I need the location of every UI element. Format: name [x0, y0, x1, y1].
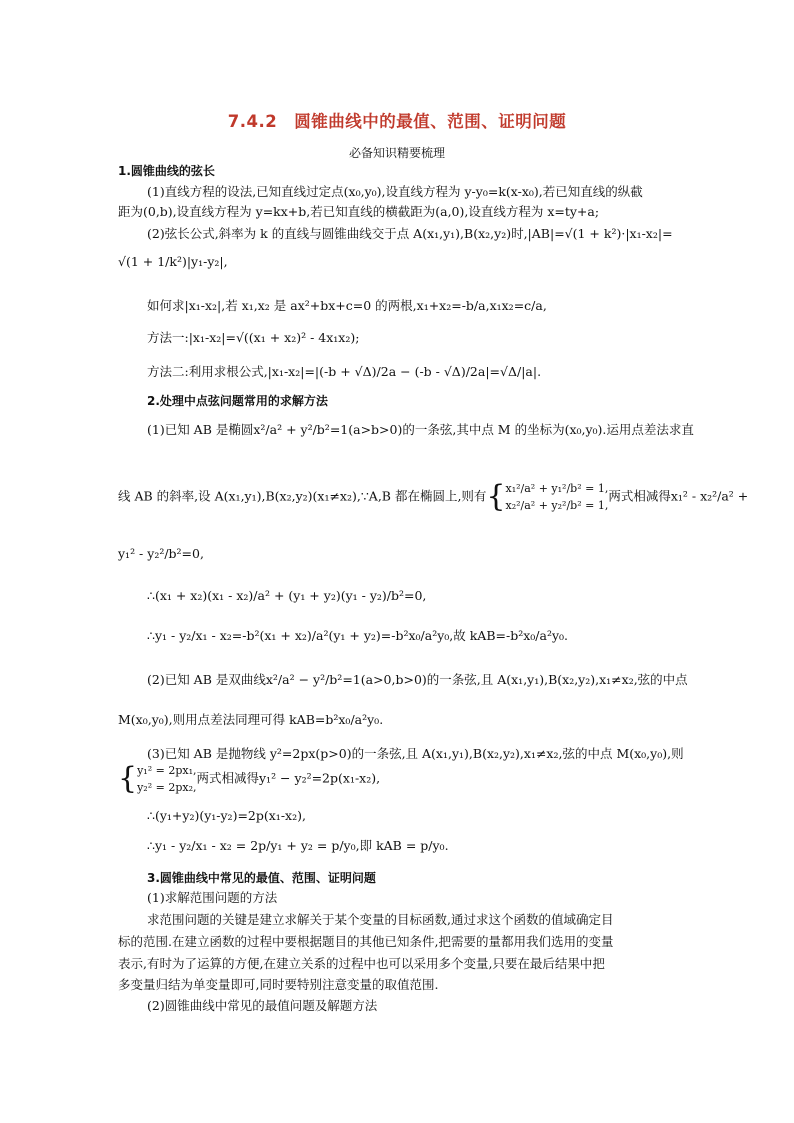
brace-icon: { — [118, 761, 138, 796]
section-heading-3: 3.圆锥曲线中常见的最值、范围、证明问题 — [147, 871, 376, 885]
equation-system — [137, 762, 196, 796]
formula: ∴y₁ - y₂/x₁ - x₂ = 2p/y₁ + y₂ = p/y₀,即 kAB = p/y₀. — [147, 838, 449, 853]
paragraph: (2)已知 AB 是双曲线x²/a² − y²/b²=1(a>0,b>0)的一条弦,且 A(x₁,y₁),B(x₂,y₂),x₁≠x₂,弦的中点 — [147, 672, 688, 687]
section-heading-2: 2.处理中点弦问题常用的求解方法 — [147, 394, 328, 408]
paragraph — [118, 480, 748, 514]
paragraph — [118, 762, 380, 796]
formula-method-2: 方法二:利用求根公式,|x₁-x₂|=|(-b + √Δ)/2a − (-b - √Δ)/2a|=√Δ/|a|. — [147, 364, 542, 379]
paragraph: 标的范围.在建立函数的过程中要根据题目的其他已知条件,把需要的量都用我们选用的变量 — [118, 934, 614, 949]
paragraph: (2)圆锥曲线中常见的最值问题及解题方法 — [147, 998, 378, 1013]
paragraph: 距为(0,b),设直线方程为 y=kx+b,若已知直线的横截距为(a,0),设直线方程为 x=ty+a; — [118, 204, 600, 219]
paragraph: √(1 + 1/k²)|y₁-y₂|, — [118, 254, 228, 269]
paragraph: (1)求解范围问题的方法 — [147, 890, 278, 905]
paragraph: M(x₀,y₀),则用点差法同理可得 kAB=b²x₀/a²y₀. — [118, 712, 384, 727]
equation-system — [506, 480, 609, 514]
text: 线 AB 的斜率,设 A(x₁,y₁),B(x₂,y₂)(x₁≠x₂),∵A,B 都在椭圆上,则有 — [118, 488, 487, 504]
section-heading-1: 1.圆锥曲线的弦长 — [118, 164, 215, 178]
paragraph: (2)弦长公式,斜率为 k 的直线与圆锥曲线交于点 A(x₁,y₁),B(x₂,y₂)时,|AB|=√(1 + k²)·|x₁-x₂|= — [147, 226, 673, 241]
brace-icon: { — [486, 479, 506, 514]
equation: x₂²/a² + y₂²/b² = 1, — [505, 499, 609, 512]
formula: y₁² - y₂²/b²=0, — [118, 546, 204, 561]
equation: y₁² = 2px₁, — [137, 764, 197, 777]
formula: ∴y₁ - y₂/x₁ - x₂=-b²(x₁ + x₂)/a²(y₁ + y₂)=-b²x₀/a²y₀,故 kAB=-b²x₀/a²y₀. — [147, 628, 569, 643]
equation: y₂² = 2px₂, — [137, 781, 197, 794]
paragraph: 如何求|x₁-x₂|,若 x₁,x₂ 是 ax²+bx+c=0 的两根,x₁+x₂=-b/a,x₁x₂=c/a, — [147, 298, 547, 313]
text: 两式相减得y₁² − y₂²=2p(x₁-x₂), — [196, 770, 381, 786]
text: 两式相减得x₁² - x₂²/a² + — [608, 488, 749, 504]
paragraph: (1)已知 AB 是椭圆x²/a² + y²/b²=1(a>b>0)的一条弦,其中点 M 的坐标为(x₀,y₀).运用点差法求直 — [147, 422, 694, 437]
paragraph: 多变量归结为单变量即可,同时要特别注意变量的取值范围. — [118, 977, 439, 992]
paragraph: (3)已知 AB 是抛物线 y²=2px(p>0)的一条弦,且 A(x₁,y₁),B(x₂,y₂),x₁≠x₂,弦的中点 M(x₀,y₀),则 — [147, 746, 684, 761]
equation: x₁²/a² + y₁²/b² = 1, — [505, 482, 609, 495]
paragraph: 求范围问题的关键是建立求解关于某个变量的目标函数,通过求这个函数的值域确定目 — [147, 912, 614, 927]
formula: ∴(y₁+y₂)(y₁-y₂)=2p(x₁-x₂), — [147, 808, 306, 823]
paragraph: (1)直线方程的设法,已知直线过定点(x₀,y₀),设直线方程为 y-y₀=k(x-x₀),若已知直线的纵截 — [147, 184, 643, 199]
formula: ∴(x₁ + x₂)(x₁ - x₂)/a² + (y₁ + y₂)(y₁ - y₂)/b²=0, — [147, 588, 427, 603]
formula-method-1: 方法一:|x₁-x₂|=√((x₁ + x₂)² - 4x₁x₂); — [147, 330, 360, 345]
paragraph: 表示,有时为了运算的方便,在建立关系的过程中也可以采用多个变量,只要在最后结果中把 — [118, 956, 605, 971]
section-subtitle: 必备知识精要梳理 — [348, 146, 445, 160]
page-title: 7.4.2 圆锥曲线中的最值、范围、证明问题 — [227, 112, 567, 131]
